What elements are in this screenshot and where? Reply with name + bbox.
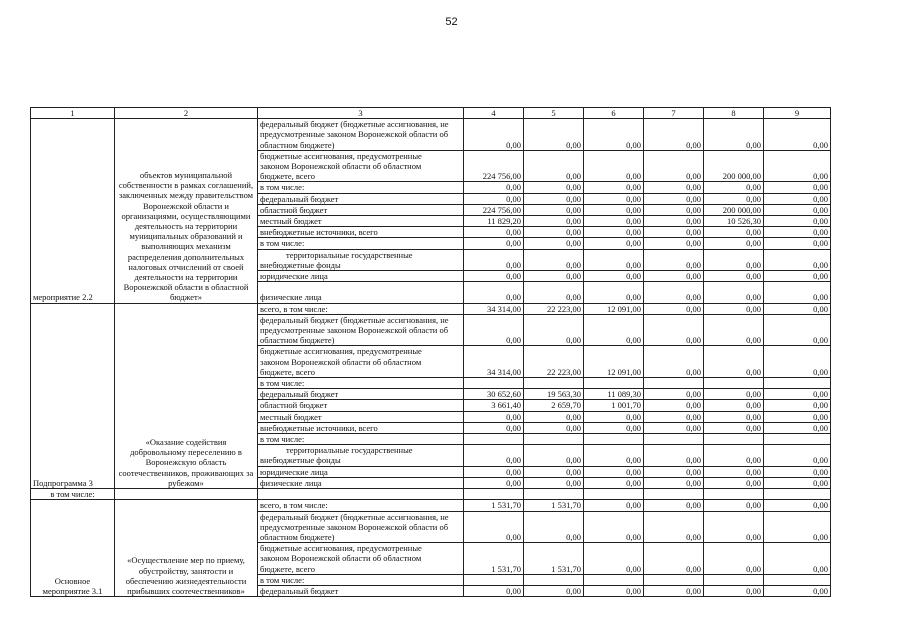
funding-source-cell — [258, 314, 464, 346]
value-cell: 0,00 — [464, 182, 524, 193]
value-cell: 0,00 — [464, 314, 524, 346]
funding-source-line: в том числе: — [260, 574, 305, 585]
value-cell: 0,00 — [584, 314, 644, 346]
column-number-row — [31, 108, 831, 119]
value-cell: 0,00 — [464, 477, 524, 488]
value-cell: 0,00 — [704, 511, 764, 543]
value-cell: 0,00 — [704, 445, 764, 466]
column-header: 4 — [464, 108, 524, 119]
value-cell: 0,00 — [644, 204, 704, 215]
funding-source-line: федеральный бюджет (бюджетные ассигнования, не — [260, 119, 449, 130]
funding-source-line: федеральный бюджет (бюджетные ассигнования, не — [260, 511, 449, 522]
funding-source-line: федеральный бюджет — [260, 389, 339, 400]
value-cell — [464, 378, 524, 389]
value-cell: 0,00 — [644, 422, 704, 433]
funding-source-line: бюджетные ассигнования, предусмотренные — [260, 346, 422, 357]
value-cell — [704, 489, 764, 500]
value-cell: 22 223,00 — [524, 303, 584, 314]
value-cell: 0,00 — [464, 511, 524, 543]
value-cell: 0,00 — [644, 227, 704, 238]
funding-source-line: областной бюджет — [260, 204, 328, 215]
program-code-cell: мероприятие 2.2 — [31, 119, 115, 303]
value-cell: 0,00 — [764, 411, 831, 422]
funding-source-line: областном бюджете) — [260, 335, 335, 346]
funding-source-line: областной бюджет — [260, 400, 328, 411]
value-cell: 0,00 — [584, 204, 644, 215]
value-cell: 0,00 — [644, 585, 704, 596]
value-cell: 0,00 — [764, 216, 831, 227]
value-cell: 0,00 — [704, 422, 764, 433]
value-cell: 0,00 — [464, 227, 524, 238]
value-cell: 0,00 — [644, 216, 704, 227]
program-name-cell: «Осуществление мер по приему, обустройству, занятости и обеспечению жизнедеятельности прибывших соотечественников» — [115, 500, 258, 597]
value-cell: 0,00 — [764, 182, 831, 193]
funding-source-line: физические лица — [260, 477, 322, 488]
funding-source-cell — [258, 477, 464, 488]
value-cell: 10 526,30 — [704, 216, 764, 227]
value-cell: 0,00 — [764, 500, 831, 511]
funding-source-cell — [258, 378, 464, 389]
budget-table — [30, 107, 831, 597]
value-cell: 0,00 — [524, 445, 584, 466]
funding-source-cell — [258, 271, 464, 282]
funding-source-line: всего, в том числе: — [260, 500, 328, 511]
value-cell: 0,00 — [464, 585, 524, 596]
value-cell — [644, 434, 704, 445]
value-cell: 0,00 — [464, 466, 524, 477]
value-cell: 0,00 — [644, 389, 704, 400]
column-header: 5 — [524, 108, 584, 119]
value-cell — [644, 489, 704, 500]
value-cell: 34 314,00 — [464, 346, 524, 378]
column-header: 3 — [258, 108, 464, 119]
value-cell: 0,00 — [524, 150, 584, 182]
value-cell: 0,00 — [764, 466, 831, 477]
column-header: 8 — [704, 108, 764, 119]
funding-source-line: бюджете, всего — [260, 563, 315, 574]
value-cell: 0,00 — [764, 543, 831, 575]
funding-source-line: предусмотренные законом Воронежской области об — [260, 521, 449, 532]
funding-source-line: в том числе: — [260, 378, 305, 389]
value-cell — [524, 489, 584, 500]
column-header: 2 — [115, 108, 258, 119]
value-cell: 0,00 — [704, 282, 764, 303]
value-cell: 0,00 — [644, 500, 704, 511]
funding-source-cell — [258, 204, 464, 215]
funding-source-line: всего, в том числе: — [260, 303, 328, 314]
program-code-cell: в том числе: — [31, 489, 115, 500]
funding-source-line — [260, 489, 461, 499]
value-cell: 0,00 — [584, 445, 644, 466]
value-cell: 0,00 — [584, 249, 644, 270]
column-header: 1 — [31, 108, 115, 119]
value-cell: 0,00 — [764, 511, 831, 543]
value-cell: 0,00 — [584, 271, 644, 282]
value-cell — [464, 434, 524, 445]
value-cell: 1 531,70 — [464, 543, 524, 575]
value-cell: 1 531,70 — [524, 543, 584, 575]
value-cell: 0,00 — [764, 282, 831, 303]
value-cell — [764, 434, 831, 445]
funding-source-line: областном бюджете) — [260, 531, 335, 542]
funding-source-cell — [258, 249, 464, 270]
program-code-cell: Подпрограмма 3 — [31, 303, 115, 488]
value-cell: 0,00 — [704, 249, 764, 270]
value-cell — [644, 378, 704, 389]
value-cell: 0,00 — [764, 445, 831, 466]
value-cell: 0,00 — [704, 543, 764, 575]
funding-source-line: бюджетные ассигнования, предусмотренные — [260, 150, 422, 161]
value-cell: 0,00 — [764, 422, 831, 433]
value-cell: 0,00 — [644, 511, 704, 543]
funding-source-line: бюджете, всего — [260, 366, 315, 377]
value-cell — [524, 378, 584, 389]
funding-source-cell — [258, 238, 464, 249]
value-cell: 0,00 — [764, 389, 831, 400]
value-cell: 224 756,00 — [464, 150, 524, 182]
value-cell: 0,00 — [704, 271, 764, 282]
value-cell — [704, 378, 764, 389]
value-cell: 0,00 — [464, 249, 524, 270]
funding-source-line: законом Воронежской области об областном — [260, 161, 422, 172]
table-row — [31, 500, 831, 511]
value-cell: 0,00 — [524, 182, 584, 193]
program-code-cell: Основное мероприятие 3.1 — [31, 500, 115, 597]
value-cell: 0,00 — [644, 238, 704, 249]
value-cell: 0,00 — [764, 585, 831, 596]
funding-source-line: федеральный бюджет — [260, 193, 339, 204]
value-cell: 0,00 — [764, 271, 831, 282]
value-cell: 12 091,00 — [584, 346, 644, 378]
value-cell: 1 001,70 — [584, 400, 644, 411]
value-cell: 0,00 — [524, 216, 584, 227]
value-cell: 0,00 — [644, 303, 704, 314]
value-cell: 0,00 — [764, 303, 831, 314]
funding-source-line: внебюджетные фонды — [260, 455, 341, 466]
funding-source-line: федеральный бюджет — [260, 585, 339, 596]
value-cell: 0,00 — [464, 445, 524, 466]
value-cell: 0,00 — [584, 585, 644, 596]
value-cell: 0,00 — [644, 543, 704, 575]
value-cell: 0,00 — [584, 543, 644, 575]
funding-source-cell — [258, 543, 464, 575]
value-cell: 0,00 — [764, 477, 831, 488]
funding-source-cell — [258, 422, 464, 433]
funding-source-cell — [258, 193, 464, 204]
value-cell: 34 314,00 — [464, 303, 524, 314]
column-header: 7 — [644, 108, 704, 119]
value-cell — [764, 574, 831, 585]
value-cell: 0,00 — [584, 182, 644, 193]
value-cell: 0,00 — [464, 282, 524, 303]
column-header: 9 — [764, 108, 831, 119]
value-cell: 0,00 — [704, 182, 764, 193]
value-cell: 0,00 — [704, 477, 764, 488]
funding-source-line: территориальные государственные — [286, 445, 413, 456]
funding-source-line: юридические лица — [260, 466, 328, 477]
value-cell: 11 829,20 — [464, 216, 524, 227]
value-cell: 0,00 — [644, 119, 704, 151]
value-cell: 11 089,30 — [584, 389, 644, 400]
funding-source-line: в том числе: — [260, 238, 305, 249]
funding-source-line: юридические лица — [260, 271, 328, 282]
value-cell: 0,00 — [524, 227, 584, 238]
table-row — [31, 489, 831, 500]
value-cell: 0,00 — [644, 411, 704, 422]
funding-source-cell — [258, 119, 464, 151]
funding-source-cell — [258, 434, 464, 445]
value-cell: 0,00 — [704, 238, 764, 249]
value-cell: 1 531,70 — [464, 500, 524, 511]
value-cell: 0,00 — [524, 466, 584, 477]
program-name-cell: объектов муниципальной собственности в рамках соглашений, заключенных между правительством Воронежской области и организациями, осуществляющими деятельность на территории муниципальных образований и выполняющих механизм распределения дополнительных налоговых отчислений от своей деятельности на территории Воронежской области в областной бюджет» — [115, 119, 258, 303]
value-cell: 0,00 — [524, 585, 584, 596]
funding-source-cell — [258, 400, 464, 411]
value-cell: 0,00 — [524, 422, 584, 433]
value-cell: 0,00 — [584, 282, 644, 303]
funding-source-cell — [258, 303, 464, 314]
value-cell — [584, 574, 644, 585]
value-cell: 0,00 — [584, 150, 644, 182]
value-cell: 0,00 — [704, 500, 764, 511]
value-cell: 0,00 — [464, 238, 524, 249]
funding-source-cell — [258, 445, 464, 466]
value-cell: 0,00 — [464, 422, 524, 433]
value-cell: 0,00 — [584, 500, 644, 511]
funding-source-cell — [258, 227, 464, 238]
value-cell: 0,00 — [644, 466, 704, 477]
funding-source-line: областном бюджете) — [260, 139, 335, 150]
value-cell: 0,00 — [524, 238, 584, 249]
value-cell: 200 000,00 — [704, 204, 764, 215]
value-cell: 0,00 — [644, 346, 704, 378]
value-cell: 0,00 — [704, 314, 764, 346]
value-cell: 0,00 — [704, 389, 764, 400]
value-cell — [704, 574, 764, 585]
funding-source-line: бюджете, всего — [260, 171, 315, 182]
value-cell — [464, 574, 524, 585]
program-name-cell — [115, 489, 258, 500]
funding-source-line: местный бюджет — [260, 216, 322, 227]
value-cell: 30 652,60 — [464, 389, 524, 400]
value-cell: 0,00 — [584, 477, 644, 488]
value-cell: 0,00 — [704, 466, 764, 477]
program-name-cell: «Оказание содействия добровольному переселению в Воронежскую область соотечественников, проживающих за рубежом» — [115, 303, 258, 488]
table-row — [31, 303, 831, 314]
value-cell: 0,00 — [764, 238, 831, 249]
value-cell: 0,00 — [524, 411, 584, 422]
value-cell — [464, 489, 524, 500]
value-cell: 12 091,00 — [584, 303, 644, 314]
funding-source-line: территориальные государственные — [286, 249, 413, 260]
value-cell: 0,00 — [764, 346, 831, 378]
value-cell: 0,00 — [644, 282, 704, 303]
value-cell: 200 000,00 — [704, 150, 764, 182]
funding-source-line: в том числе: — [260, 434, 305, 445]
value-cell: 0,00 — [584, 119, 644, 151]
funding-source-cell — [258, 466, 464, 477]
value-cell: 0,00 — [524, 282, 584, 303]
value-cell: 0,00 — [644, 400, 704, 411]
value-cell: 0,00 — [644, 193, 704, 204]
value-cell: 0,00 — [764, 150, 831, 182]
funding-source-line: в том числе: — [260, 182, 305, 193]
value-cell: 2 659,70 — [524, 400, 584, 411]
value-cell: 0,00 — [764, 314, 831, 346]
funding-source-cell — [258, 282, 464, 303]
value-cell: 0,00 — [584, 411, 644, 422]
value-cell: 1 531,70 — [524, 500, 584, 511]
value-cell: 0,00 — [584, 216, 644, 227]
funding-source-cell — [258, 585, 464, 596]
value-cell: 0,00 — [524, 119, 584, 151]
value-cell: 0,00 — [764, 119, 831, 151]
value-cell: 0,00 — [464, 193, 524, 204]
value-cell: 0,00 — [644, 445, 704, 466]
value-cell: 0,00 — [704, 227, 764, 238]
value-cell: 0,00 — [524, 204, 584, 215]
value-cell: 0,00 — [584, 422, 644, 433]
value-cell — [584, 434, 644, 445]
value-cell: 0,00 — [464, 411, 524, 422]
value-cell: 0,00 — [524, 193, 584, 204]
value-cell: 0,00 — [524, 477, 584, 488]
funding-source-cell — [258, 346, 464, 378]
value-cell: 19 563,30 — [524, 389, 584, 400]
value-cell: 0,00 — [644, 249, 704, 270]
value-cell: 0,00 — [764, 204, 831, 215]
value-cell: 0,00 — [584, 227, 644, 238]
funding-source-line: бюджетные ассигнования, предусмотренные — [260, 543, 422, 554]
value-cell: 0,00 — [704, 585, 764, 596]
column-header: 6 — [584, 108, 644, 119]
value-cell: 3 661,40 — [464, 400, 524, 411]
funding-source-line: федеральный бюджет (бюджетные ассигнования, не — [260, 314, 449, 325]
value-cell: 0,00 — [704, 400, 764, 411]
value-cell: 0,00 — [704, 346, 764, 378]
value-cell — [584, 489, 644, 500]
funding-source-cell — [258, 511, 464, 543]
value-cell: 0,00 — [584, 466, 644, 477]
funding-source-cell — [258, 500, 464, 511]
value-cell: 0,00 — [704, 303, 764, 314]
value-cell: 0,00 — [524, 511, 584, 543]
value-cell: 0,00 — [704, 193, 764, 204]
value-cell — [764, 489, 831, 500]
value-cell: 0,00 — [644, 271, 704, 282]
table-body — [31, 119, 831, 597]
funding-source-cell — [258, 150, 464, 182]
funding-source-line: физические лица — [260, 292, 322, 303]
value-cell: 0,00 — [704, 119, 764, 151]
value-cell: 0,00 — [644, 182, 704, 193]
funding-source-line: местный бюджет — [260, 411, 322, 422]
funding-source-cell — [258, 574, 464, 585]
funding-source-line: законом Воронежской области об областном — [260, 356, 422, 367]
value-cell — [644, 574, 704, 585]
value-cell: 0,00 — [704, 411, 764, 422]
value-cell: 0,00 — [644, 314, 704, 346]
value-cell: 0,00 — [764, 400, 831, 411]
funding-source-cell — [258, 489, 464, 500]
value-cell: 0,00 — [644, 477, 704, 488]
value-cell: 0,00 — [464, 119, 524, 151]
funding-source-cell — [258, 182, 464, 193]
value-cell: 0,00 — [764, 249, 831, 270]
value-cell: 0,00 — [524, 271, 584, 282]
funding-source-cell — [258, 216, 464, 227]
funding-source-line: предусмотренные законом Воронежской области об — [260, 129, 449, 140]
table-row — [31, 119, 831, 151]
value-cell: 0,00 — [584, 511, 644, 543]
value-cell — [764, 378, 831, 389]
funding-source-line: внебюджетные источники, всего — [260, 227, 378, 238]
funding-source-line: внебюджетные фонды — [260, 259, 341, 270]
value-cell — [584, 378, 644, 389]
funding-source-cell — [258, 411, 464, 422]
page-number: 52 — [445, 16, 458, 28]
value-cell — [704, 434, 764, 445]
funding-source-line: предусмотренные законом Воронежской области об — [260, 325, 449, 336]
value-cell: 224 756,00 — [464, 204, 524, 215]
value-cell: 0,00 — [584, 238, 644, 249]
value-cell: 0,00 — [764, 193, 831, 204]
value-cell — [524, 574, 584, 585]
value-cell: 0,00 — [524, 249, 584, 270]
funding-source-line — [260, 282, 461, 292]
value-cell: 0,00 — [584, 193, 644, 204]
funding-source-line: законом Воронежской области об областном — [260, 553, 422, 564]
funding-source-line: внебюджетные источники, всего — [260, 422, 378, 433]
value-cell: 0,00 — [764, 227, 831, 238]
value-cell: 22 223,00 — [524, 346, 584, 378]
value-cell: 0,00 — [464, 271, 524, 282]
funding-source-cell — [258, 389, 464, 400]
value-cell — [524, 434, 584, 445]
value-cell: 0,00 — [524, 314, 584, 346]
value-cell: 0,00 — [644, 150, 704, 182]
